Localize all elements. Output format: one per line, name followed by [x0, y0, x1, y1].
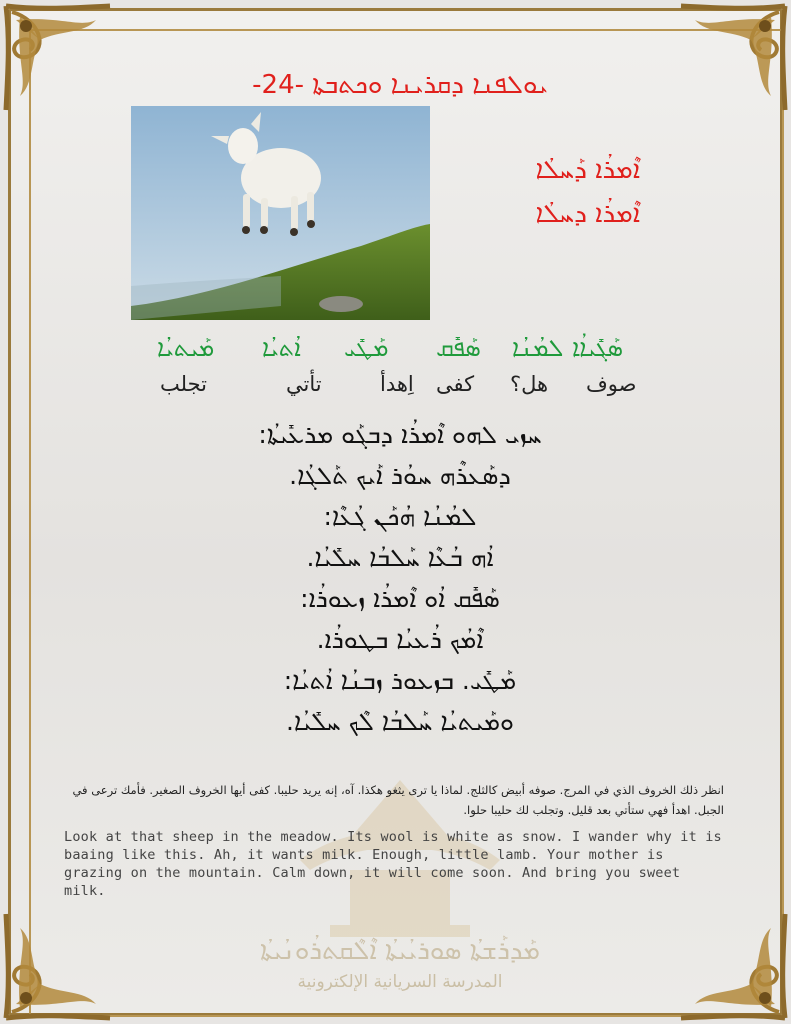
ornament-corner-top-left	[0, 0, 120, 120]
vocab-syriac-6: ܡܰܝܬܝܳܐ	[157, 334, 215, 362]
vocab-syriac-4: ܡܰܛܺܝ	[344, 334, 389, 362]
red-word-1: ܐܶܡܪܳܐ ܕܰܚܠܳܐ	[535, 155, 640, 185]
vocab-arabic-5: تأتي	[286, 372, 322, 396]
watermark-syriac-text: ܡܰܕܪܰܫܬܳܐ ܣܘܪܝܳܝܬܳܐ ܐܶܠܶܩܬܪܳܘܢܳܝܬܳܐ	[259, 936, 541, 966]
arabic-translation: انظر ذلك الخروف الذي في المرج. صوفه أبيض كالثلج. لماذا يا ترى يثغو هكذا. آه، إنه يريد حليبا. كفى أيها الخروف الصغير. فأمك ترعى في الجبل. اهدأ فهي ستأتي بعد قليل. وتجلب لك حليبا حلوا.	[72, 783, 724, 817]
vocab-arabic-1: صوف	[586, 372, 637, 396]
poem-line: ܕܣܰܥܪܶܗ ܚܘܳܪ ܐܰܝܟ ܬܰܠܓܳܐ.	[289, 461, 511, 490]
watermark-arabic-text: المدرسة السريانية الإلكترونية	[297, 972, 503, 992]
vocab-syriac-2: ܠܡܳܢܳܐ	[512, 334, 564, 362]
lamb-photo	[131, 106, 430, 320]
poem-line: ܐܳܗ ܒܳܥܶܐ ܚܰܠܒܳܐ ܚܠܺܝܳܐ.	[306, 543, 494, 572]
vocab-syriac-3: ܣܰܦܺܩ	[436, 334, 481, 362]
vocab-arabic-2: هل؟	[510, 372, 549, 396]
vocab-syriac-1: ܣܰܓܺܝܐܳܐ	[572, 334, 624, 362]
poem-line: ܣܰܦܺܩ ܐܳܘ ܐܶܡܪܳܐ ܙܥܘܪܳܐ:	[300, 584, 500, 613]
poem-line: ܘܡܰܝܬܝܳܐ ܚܰܠܒܳܐ ܠܶܟ ܚܠܺܝܳܐ.	[285, 707, 514, 736]
lesson-title: ܝܘܠܦܢܐ ܕܩܪܝܢܐ ܘܟܬܒܬܐ -24-	[252, 70, 548, 100]
ornament-corner-bottom-right	[671, 904, 791, 1024]
vocab-syriac-5: ܐܳܬܝܳܐ	[262, 334, 301, 362]
poem-line: ܐܶܡܳܟ ܪܳܥܝܳܐ ܒܛܘܪܳܐ.	[316, 625, 484, 654]
poem-line: ܚܙܝ ܠܗܘ ܐܶܡܪܳܐ ܕܒܓܰܘ ܡܪܥܺܝܬܳܐ:	[258, 420, 542, 449]
poem-line: ܠܡܳܢܳܐ ܗܳܟܰܢ ܓܳܥܶܐ:	[323, 502, 477, 531]
title-words-red	[500, 148, 640, 236]
red-word-2: ܐܶܡܪܳܐ ܕܚܠܳܐ	[535, 199, 640, 229]
vocab-arabic-3: كفى	[436, 372, 475, 396]
poem-line: ܡܰܛܺܝ. ܒܙܥܘܪ ܙܒܢܳܐ ܐܳܬܝܳܐ:	[283, 666, 517, 695]
vocab-arabic-4: اِهدأ	[380, 372, 414, 396]
ornament-corner-bottom-left	[0, 904, 120, 1024]
ornament-corner-top-right	[671, 0, 791, 120]
vocab-arabic-6: تجلب	[160, 372, 207, 396]
english-translation: Look at that sheep in the meadow. Its wool is white as snow. I wander why it is baaing like this. Ah, it wants milk. Enough, little lamb. Your mother is grazing on the mountain. Calm down, it will come soon. And bring you sweet milk.	[64, 829, 722, 899]
syriac-poem	[150, 414, 650, 742]
